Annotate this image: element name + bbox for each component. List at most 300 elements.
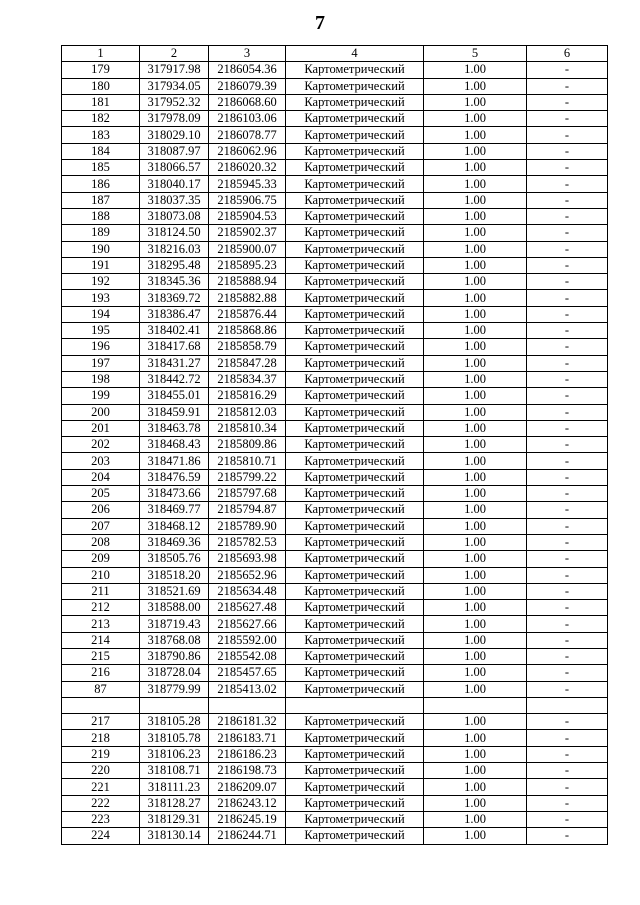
table-cell: 1.00 (424, 486, 527, 502)
table-cell: - (527, 437, 608, 453)
table-cell: Картометрический (286, 600, 424, 616)
table-cell: 1.00 (424, 518, 527, 534)
table-cell: 188 (62, 208, 140, 224)
table-cell: 318476.59 (140, 469, 209, 485)
table-cell: 1.00 (424, 192, 527, 208)
table-cell: 186 (62, 176, 140, 192)
table-cell: 1.00 (424, 583, 527, 599)
table-cell: 1.00 (424, 339, 527, 355)
table-header (62, 46, 608, 62)
table-cell: - (527, 388, 608, 404)
table-cell: 1.00 (424, 437, 527, 453)
table-cell: 183 (62, 127, 140, 143)
table-cell: 214 (62, 632, 140, 648)
table-cell: - (527, 160, 608, 176)
table-cell: 2185693.98 (209, 551, 286, 567)
table-cell: 200 (62, 404, 140, 420)
table-cell: 217 (62, 714, 140, 730)
table-row (62, 274, 608, 290)
table-cell: 1.00 (424, 208, 527, 224)
table-cell: 201 (62, 420, 140, 436)
table-cell: 317934.05 (140, 78, 209, 94)
table-cell: Картометрический (286, 453, 424, 469)
table-cell: 87 (62, 681, 140, 697)
table-cell: - (527, 241, 608, 257)
table-cell: Картометрический (286, 730, 424, 746)
table-cell: 317917.98 (140, 62, 209, 78)
table-cell: 2185876.44 (209, 306, 286, 322)
table-cell: Картометрический (286, 323, 424, 339)
table-row (62, 534, 608, 550)
table-cell: Картометрический (286, 795, 424, 811)
table-cell: 2186244.71 (209, 828, 286, 844)
table-cell: 318442.72 (140, 371, 209, 387)
table-cell: 1.00 (424, 632, 527, 648)
table-cell: 215 (62, 648, 140, 664)
table-cell: - (527, 534, 608, 550)
table-cell: 2185904.53 (209, 208, 286, 224)
table-cell: 318469.77 (140, 502, 209, 518)
table-row (62, 746, 608, 762)
table-row (62, 648, 608, 664)
table-cell: 195 (62, 323, 140, 339)
table-cell: 2185794.87 (209, 502, 286, 518)
empty-cell (209, 697, 286, 713)
table-cell: - (527, 616, 608, 632)
table-cell: Картометрический (286, 420, 424, 436)
table-row (62, 355, 608, 371)
table-cell: 1.00 (424, 160, 527, 176)
table-cell: Картометрический (286, 176, 424, 192)
table-row (62, 714, 608, 730)
table-row (62, 241, 608, 257)
table-cell: 318124.50 (140, 225, 209, 241)
table-cell: Картометрический (286, 779, 424, 795)
table-cell: 191 (62, 257, 140, 273)
table-cell: 2186068.60 (209, 94, 286, 110)
table-cell: 318588.00 (140, 600, 209, 616)
table-cell: 318216.03 (140, 241, 209, 257)
table-cell: 2185457.65 (209, 665, 286, 681)
table-cell: - (527, 355, 608, 371)
table-cell: Картометрический (286, 828, 424, 844)
table-row (62, 469, 608, 485)
table-cell: Картометрический (286, 502, 424, 518)
table-cell: 1.00 (424, 290, 527, 306)
table-cell: 318468.43 (140, 437, 209, 453)
table-row (62, 94, 608, 110)
table-cell: 204 (62, 469, 140, 485)
table-cell: 2185906.75 (209, 192, 286, 208)
table-cell: - (527, 583, 608, 599)
table-cell: 2186243.12 (209, 795, 286, 811)
table-row (62, 681, 608, 697)
table-cell: 318029.10 (140, 127, 209, 143)
table-cell: 196 (62, 339, 140, 355)
table-cell: 1.00 (424, 779, 527, 795)
column-header: 2 (140, 46, 209, 62)
table-row (62, 192, 608, 208)
table-row (62, 339, 608, 355)
table-cell: - (527, 420, 608, 436)
table-cell: - (527, 665, 608, 681)
table-row (62, 62, 608, 78)
table-cell: 1.00 (424, 567, 527, 583)
table-row (62, 257, 608, 273)
table-cell: Картометрический (286, 632, 424, 648)
table-row (62, 306, 608, 322)
table-cell: 2186183.71 (209, 730, 286, 746)
table-cell: 318417.68 (140, 339, 209, 355)
table-cell: 1.00 (424, 681, 527, 697)
table-cell: 318790.86 (140, 648, 209, 664)
table-cell: 1.00 (424, 648, 527, 664)
table-cell: Картометрический (286, 388, 424, 404)
table-cell: 220 (62, 763, 140, 779)
empty-cell (286, 697, 424, 713)
table-cell: Картометрический (286, 486, 424, 502)
table-cell: Картометрический (286, 681, 424, 697)
table-cell: 2185895.23 (209, 257, 286, 273)
table-cell: 318108.71 (140, 763, 209, 779)
table-cell: Картометрический (286, 94, 424, 110)
table-cell: 318469.36 (140, 534, 209, 550)
table-cell: 180 (62, 78, 140, 94)
table-row (62, 763, 608, 779)
table-cell: Картометрический (286, 648, 424, 664)
table-cell: 2186181.32 (209, 714, 286, 730)
table-cell: 318518.20 (140, 567, 209, 583)
table-cell: 2185797.68 (209, 486, 286, 502)
table-cell: 318087.97 (140, 143, 209, 159)
table-cell: 203 (62, 453, 140, 469)
table-cell: 1.00 (424, 795, 527, 811)
table-cell: 1.00 (424, 257, 527, 273)
table-cell: - (527, 681, 608, 697)
table-cell: 1.00 (424, 111, 527, 127)
table-cell: 318719.43 (140, 616, 209, 632)
table-cell: 1.00 (424, 404, 527, 420)
table-cell: 2185809.86 (209, 437, 286, 453)
table-cell: 197 (62, 355, 140, 371)
table-cell: 318128.27 (140, 795, 209, 811)
table-cell: 1.00 (424, 306, 527, 322)
table-cell: 2186079.39 (209, 78, 286, 94)
table-row (62, 795, 608, 811)
table-cell: 2185882.88 (209, 290, 286, 306)
table-row (62, 567, 608, 583)
table-row (62, 111, 608, 127)
table-cell: 2186198.73 (209, 763, 286, 779)
table-row (62, 437, 608, 453)
table-cell: 2185634.48 (209, 583, 286, 599)
table-cell: - (527, 339, 608, 355)
header-row (62, 46, 608, 62)
table-cell: 1.00 (424, 323, 527, 339)
table-cell: Картометрический (286, 746, 424, 762)
table-cell: 2185847.28 (209, 355, 286, 371)
table-cell: Картометрический (286, 665, 424, 681)
table-cell: 1.00 (424, 469, 527, 485)
table-cell: - (527, 486, 608, 502)
table-cell: 221 (62, 779, 140, 795)
table-cell: 1.00 (424, 274, 527, 290)
table-cell: 318111.23 (140, 779, 209, 795)
table-cell: Картометрический (286, 274, 424, 290)
table-cell: 318473.66 (140, 486, 209, 502)
table-cell: 318295.48 (140, 257, 209, 273)
table-cell: 318505.76 (140, 551, 209, 567)
table-cell: 318402.41 (140, 323, 209, 339)
table-cell: - (527, 469, 608, 485)
table-cell: 318345.36 (140, 274, 209, 290)
table-cell: 318129.31 (140, 811, 209, 827)
table-cell: 1.00 (424, 62, 527, 78)
table-cell: Картометрический (286, 241, 424, 257)
table-cell: - (527, 730, 608, 746)
table-cell: 317978.09 (140, 111, 209, 127)
table-cell: 2185834.37 (209, 371, 286, 387)
table-row (62, 78, 608, 94)
table-cell: Картометрический (286, 160, 424, 176)
table-cell: Картометрический (286, 551, 424, 567)
table-cell: - (527, 306, 608, 322)
table-cell: - (527, 208, 608, 224)
table-cell: - (527, 62, 608, 78)
table-cell: - (527, 567, 608, 583)
table-cell: Картометрический (286, 355, 424, 371)
table-cell: - (527, 779, 608, 795)
table-cell: Картометрический (286, 469, 424, 485)
table-cell: 1.00 (424, 600, 527, 616)
table-cell: 210 (62, 567, 140, 583)
table-row (62, 323, 608, 339)
table-cell: 2185799.22 (209, 469, 286, 485)
table-cell: 318455.01 (140, 388, 209, 404)
table-cell: 2185868.86 (209, 323, 286, 339)
table-cell: 222 (62, 795, 140, 811)
table-row (62, 632, 608, 648)
empty-cell (424, 697, 527, 713)
table-cell: 2185652.96 (209, 567, 286, 583)
table-row (62, 143, 608, 159)
table-cell: Картометрический (286, 127, 424, 143)
table-cell: 1.00 (424, 616, 527, 632)
table-row (62, 665, 608, 681)
table-row (62, 453, 608, 469)
table-cell: 2185900.07 (209, 241, 286, 257)
table-cell: 192 (62, 274, 140, 290)
table-cell: 317952.32 (140, 94, 209, 110)
table-cell: 2186054.36 (209, 62, 286, 78)
table-row (62, 208, 608, 224)
table-cell: - (527, 290, 608, 306)
table-cell: 2185888.94 (209, 274, 286, 290)
table-cell: 2185413.02 (209, 681, 286, 697)
table-row (62, 486, 608, 502)
table-cell: Картометрический (286, 78, 424, 94)
table-cell: 1.00 (424, 534, 527, 550)
table-cell: 1.00 (424, 371, 527, 387)
empty-cell (62, 697, 140, 713)
table-cell: 1.00 (424, 551, 527, 567)
table-cell: 318105.28 (140, 714, 209, 730)
table-cell: - (527, 632, 608, 648)
table-cell: 318431.27 (140, 355, 209, 371)
column-header: 4 (286, 46, 424, 62)
coordinates-table (61, 45, 608, 845)
table-row (62, 388, 608, 404)
table-cell: 2186103.06 (209, 111, 286, 127)
empty-cell (527, 697, 608, 713)
table-cell: 1.00 (424, 828, 527, 844)
table-cell: - (527, 746, 608, 762)
table-cell: - (527, 257, 608, 273)
table-cell: - (527, 502, 608, 518)
table-cell: 206 (62, 502, 140, 518)
table-cell: - (527, 274, 608, 290)
table-cell: 318459.91 (140, 404, 209, 420)
table-cell: 2185789.90 (209, 518, 286, 534)
column-header: 3 (209, 46, 286, 62)
table-cell: 218 (62, 730, 140, 746)
table-cell: 2186209.07 (209, 779, 286, 795)
table-cell: 2186078.77 (209, 127, 286, 143)
table-cell: 318105.78 (140, 730, 209, 746)
table-cell: 224 (62, 828, 140, 844)
table-cell: - (527, 795, 608, 811)
table-cell: 318040.17 (140, 176, 209, 192)
column-header: 6 (527, 46, 608, 62)
table-cell: 318463.78 (140, 420, 209, 436)
table-cell: 1.00 (424, 241, 527, 257)
table-cell: 318728.04 (140, 665, 209, 681)
table-cell: 208 (62, 534, 140, 550)
table-cell: Картометрический (286, 257, 424, 273)
table-cell: 2186245.19 (209, 811, 286, 827)
table-cell: 184 (62, 143, 140, 159)
table-row (62, 779, 608, 795)
table-cell: 318471.86 (140, 453, 209, 469)
table-cell: - (527, 453, 608, 469)
table-cell: Картометрический (286, 111, 424, 127)
table-cell: Картометрический (286, 616, 424, 632)
table-row (62, 616, 608, 632)
table-cell: Картометрический (286, 567, 424, 583)
table-row (62, 290, 608, 306)
table-cell: 318073.08 (140, 208, 209, 224)
table-cell: 2185945.33 (209, 176, 286, 192)
table-cell: Картометрический (286, 371, 424, 387)
table-cell: 213 (62, 616, 140, 632)
table-cell: 1.00 (424, 714, 527, 730)
table-cell: 1.00 (424, 746, 527, 762)
table-cell: 1.00 (424, 127, 527, 143)
table-cell: - (527, 404, 608, 420)
table-cell: - (527, 518, 608, 534)
table-cell: - (527, 192, 608, 208)
table-cell: 318768.08 (140, 632, 209, 648)
table-cell: 1.00 (424, 94, 527, 110)
table-cell: 223 (62, 811, 140, 827)
table-cell: 216 (62, 665, 140, 681)
table-cell: 2185810.71 (209, 453, 286, 469)
table-cell: 318106.23 (140, 746, 209, 762)
table-cell: 189 (62, 225, 140, 241)
table-cell: - (527, 78, 608, 94)
table-cell: 318521.69 (140, 583, 209, 599)
table-cell: 2185858.79 (209, 339, 286, 355)
table-cell: 2186186.23 (209, 746, 286, 762)
table-cell: 211 (62, 583, 140, 599)
table-cell: 1.00 (424, 420, 527, 436)
table-row (62, 811, 608, 827)
table-cell: Картометрический (286, 306, 424, 322)
table-cell: 205 (62, 486, 140, 502)
table-cell: 2185902.37 (209, 225, 286, 241)
table-cell: 1.00 (424, 388, 527, 404)
table-cell: 2185627.66 (209, 616, 286, 632)
table-cell: 182 (62, 111, 140, 127)
table-cell: 318369.72 (140, 290, 209, 306)
table-row (62, 127, 608, 143)
table-cell: 1.00 (424, 502, 527, 518)
table-cell: 185 (62, 160, 140, 176)
table-cell: 1.00 (424, 730, 527, 746)
table-row (62, 176, 608, 192)
table-cell: 212 (62, 600, 140, 616)
table-cell: Картометрический (286, 192, 424, 208)
table-cell: - (527, 811, 608, 827)
table-cell: - (527, 648, 608, 664)
table-cell: 2185810.34 (209, 420, 286, 436)
table-cell: 1.00 (424, 763, 527, 779)
table-cell: Картометрический (286, 339, 424, 355)
table-cell: 187 (62, 192, 140, 208)
table-cell: Картометрический (286, 404, 424, 420)
table-cell: - (527, 143, 608, 159)
table-cell: 199 (62, 388, 140, 404)
table-cell: - (527, 600, 608, 616)
column-header: 1 (62, 46, 140, 62)
table-cell: 207 (62, 518, 140, 534)
table-cell: - (527, 94, 608, 110)
table-cell: 2185816.29 (209, 388, 286, 404)
table-cell: - (527, 714, 608, 730)
table-cell: 318779.99 (140, 681, 209, 697)
table-cell: 318386.47 (140, 306, 209, 322)
table-cell: - (527, 763, 608, 779)
table-cell: 318130.14 (140, 828, 209, 844)
table-row (62, 730, 608, 746)
table-cell: 1.00 (424, 176, 527, 192)
table-cell: 2185627.48 (209, 600, 286, 616)
table-cell: - (527, 176, 608, 192)
table-row (62, 502, 608, 518)
table-cell: Картометрический (286, 437, 424, 453)
table-row (62, 583, 608, 599)
table-cell: - (527, 371, 608, 387)
table-cell: - (527, 225, 608, 241)
table-cell: - (527, 127, 608, 143)
table-row (62, 600, 608, 616)
table-row (62, 160, 608, 176)
table-cell: 2185812.03 (209, 404, 286, 420)
table-cell: Картометрический (286, 811, 424, 827)
table-cell: 318066.57 (140, 160, 209, 176)
table-cell: - (527, 828, 608, 844)
table-cell: Картометрический (286, 208, 424, 224)
